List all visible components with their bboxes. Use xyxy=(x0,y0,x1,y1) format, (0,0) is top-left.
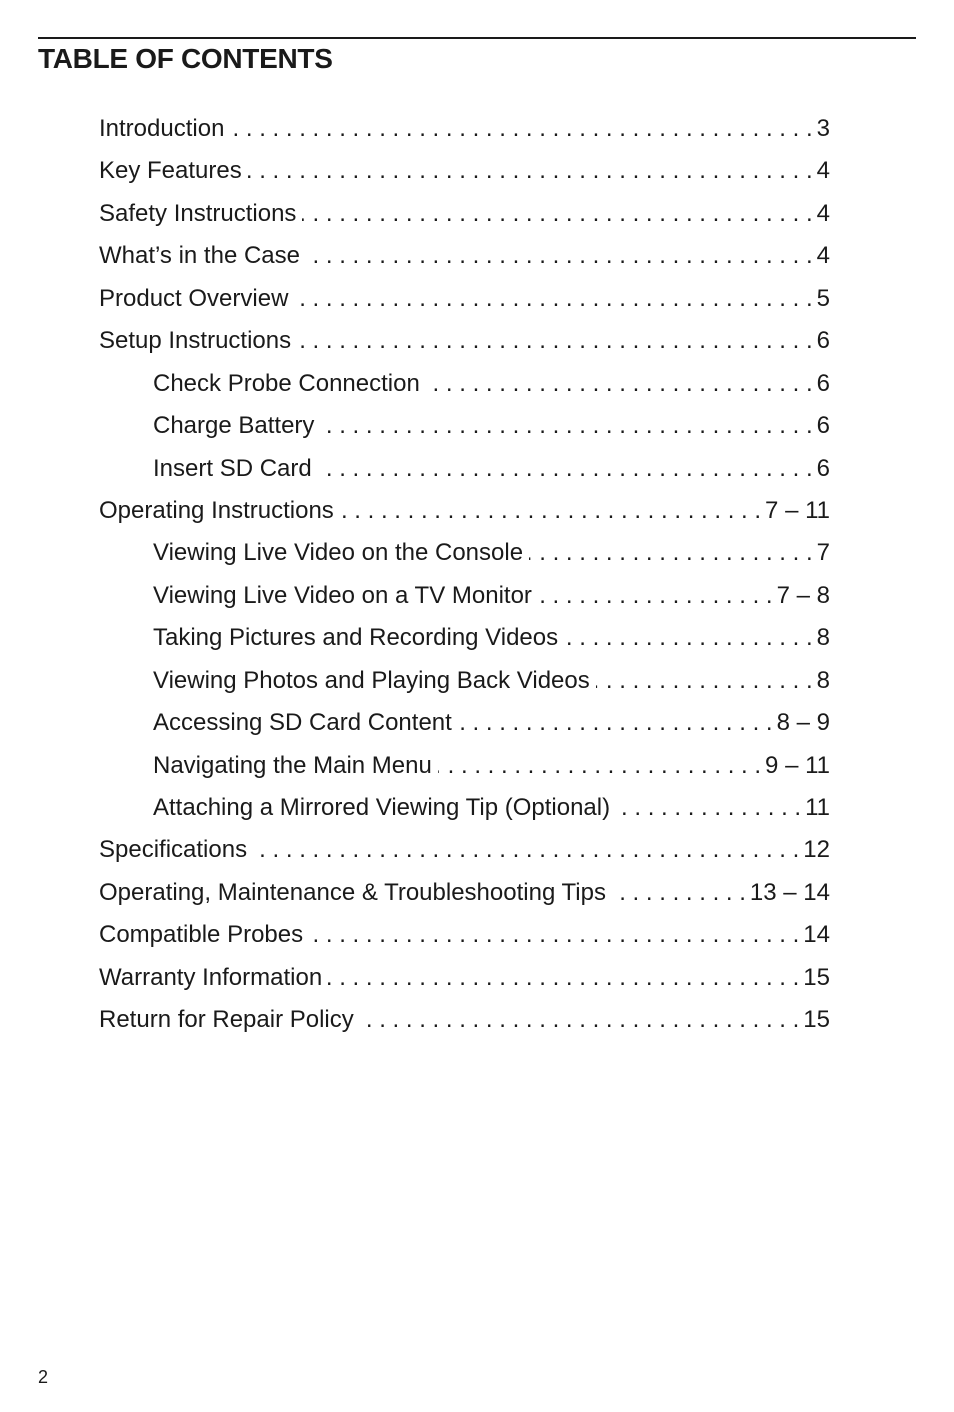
toc-entry-page: 4 xyxy=(816,157,830,185)
toc-entry-page: 8 xyxy=(816,624,830,652)
toc-entry-page: 7 xyxy=(816,539,830,567)
toc-entry[interactable] xyxy=(99,108,830,150)
toc-entry-title: Key Features xyxy=(99,157,242,185)
toc-entry-title: Operating, Maintenance & Troubleshooting Tips xyxy=(99,878,606,906)
toc-subentry[interactable] xyxy=(99,702,830,744)
dot-leader xyxy=(309,914,799,956)
dot-leader xyxy=(564,617,813,659)
toc-entry-page: 6 xyxy=(816,412,830,440)
toc-entry-title: Taking Pictures and Recording Videos xyxy=(153,624,559,652)
toc-entry-title: Specifications xyxy=(99,836,248,864)
toc-subentry[interactable] xyxy=(99,745,830,787)
dot-leader xyxy=(538,575,773,617)
toc-entry-title: Safety Instructions xyxy=(99,199,297,227)
toc-entry-page: 5 xyxy=(816,284,830,312)
toc-entry-title: Setup Instructions xyxy=(99,327,292,355)
toc-subentry[interactable] xyxy=(99,660,830,702)
dot-leader xyxy=(253,829,799,871)
dot-leader xyxy=(306,235,813,277)
toc-entry-title: Compatible Probes xyxy=(99,921,304,949)
dot-leader xyxy=(616,787,801,829)
toc-entry-title: Warranty Information xyxy=(99,963,323,991)
toc-entry[interactable] xyxy=(99,235,830,277)
toc-entry[interactable] xyxy=(99,193,830,235)
page-number: 2 xyxy=(38,1367,49,1387)
dot-leader xyxy=(458,702,773,744)
toc-entry-page: 7 – 11 xyxy=(765,496,830,524)
dot-leader xyxy=(230,108,812,150)
toc-entry-page: 8 xyxy=(816,666,830,694)
toc-entry[interactable] xyxy=(99,872,830,914)
dot-leader xyxy=(438,745,761,787)
dot-leader xyxy=(596,660,813,702)
toc-subentry[interactable] xyxy=(99,405,830,447)
toc-entry-page: 4 xyxy=(816,242,830,270)
toc-entry-title: Return for Repair Policy xyxy=(99,1006,354,1034)
toc-entry[interactable] xyxy=(99,957,830,999)
toc-entry-page: 12 xyxy=(803,836,830,864)
toc-subentry[interactable] xyxy=(99,448,830,490)
toc-entry-title: Check Probe Connection xyxy=(153,369,420,397)
toc-entry-page: 8 – 9 xyxy=(776,709,830,737)
toc-entry-page: 14 xyxy=(803,921,830,949)
toc-entry-page: 6 xyxy=(816,327,830,355)
dot-leader xyxy=(340,490,761,532)
toc-entry-page: 13 – 14 xyxy=(749,878,830,906)
toc-entry[interactable] xyxy=(99,914,830,956)
toc-entry-title: Navigating the Main Menu xyxy=(153,751,432,779)
toc-subentry[interactable] xyxy=(99,787,830,829)
dot-leader xyxy=(297,320,813,362)
dot-leader xyxy=(529,532,813,574)
dot-leader xyxy=(320,405,812,447)
toc-entry-page: 6 xyxy=(816,454,830,482)
toc-entry-page: 3 xyxy=(816,115,830,142)
toc-entry-page: 6 xyxy=(816,369,830,397)
toc-entry-page: 9 – 11 xyxy=(765,751,830,779)
toc-subentry[interactable] xyxy=(99,532,830,574)
toc-entry-title: Viewing Photos and Playing Back Videos xyxy=(153,666,590,694)
toc-entry-title: Operating Instructions xyxy=(99,496,334,524)
toc-entry-title: Attaching a Mirrored Viewing Tip (Optional) xyxy=(153,794,611,821)
toc-entry[interactable] xyxy=(99,278,830,320)
toc-entry-title: Charge Battery xyxy=(153,412,315,440)
dot-leader xyxy=(360,999,800,1041)
dot-leader xyxy=(328,957,799,999)
toc-entry-title: Insert SD Card xyxy=(153,454,312,482)
dot-leader xyxy=(612,872,746,914)
toc-entry[interactable] xyxy=(99,490,830,532)
toc-entry-page: 4 xyxy=(816,199,830,227)
toc-entry-page: 7 – 8 xyxy=(776,581,830,609)
table-of-contents xyxy=(99,108,830,1042)
dot-leader xyxy=(248,150,813,192)
toc-entry-page: 11 xyxy=(805,794,830,821)
page-title: TABLE OF CONTENTS xyxy=(38,43,333,74)
toc-entry-page: 15 xyxy=(803,1006,830,1034)
toc-entry[interactable] xyxy=(99,320,830,362)
toc-entry[interactable] xyxy=(99,999,830,1041)
toc-subentry[interactable] xyxy=(99,575,830,617)
toc-entry-title: Product Overview xyxy=(99,284,289,312)
toc-entry[interactable] xyxy=(99,150,830,192)
toc-subentry[interactable] xyxy=(99,617,830,659)
dot-leader xyxy=(302,193,812,235)
toc-subentry[interactable] xyxy=(99,363,830,405)
toc-entry-title: Viewing Live Video on the Console xyxy=(153,539,524,567)
toc-entry[interactable] xyxy=(99,829,830,871)
dot-leader xyxy=(426,363,813,405)
toc-entry-title: Accessing SD Card Content xyxy=(153,709,452,737)
header-rule xyxy=(38,37,916,39)
dot-leader xyxy=(318,448,813,490)
toc-entry-page: 15 xyxy=(803,963,830,991)
toc-entry-title: What’s in the Case xyxy=(99,242,300,270)
toc-entry-title: Viewing Live Video on a TV Monitor xyxy=(153,581,532,609)
dot-leader xyxy=(294,278,812,320)
toc-entry-title: Introduction xyxy=(99,115,225,142)
